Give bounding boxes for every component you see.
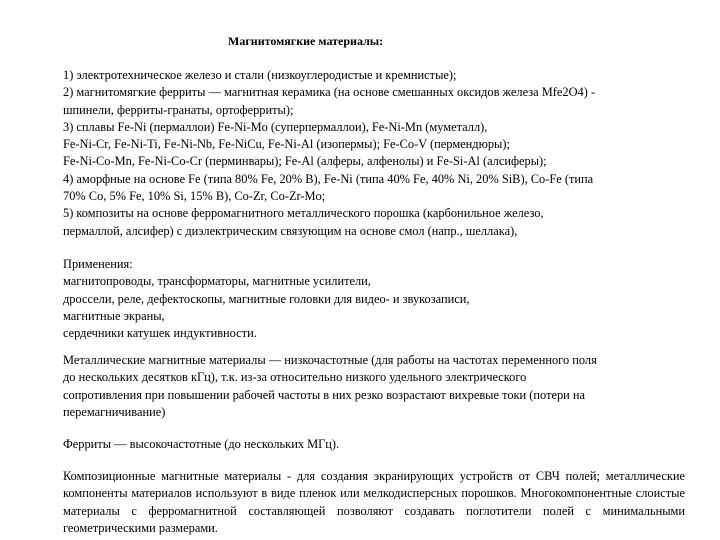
list-line: 2) магнитомягкие ферриты — магнитная керамика (на основе смешанных оксидов железа Mfe2O4) -	[63, 85, 596, 100]
paragraph-line: Ферриты — высокочастотные (до нескольких МГц).	[63, 437, 340, 451]
applications-line: сердечники катушек индуктивности.	[63, 326, 257, 341]
paragraph-text: Композиционные магнитные материалы - для создания экранирующих устройств от СВЧ полей; металлические компоненты материалов используют в виде пленок или мелкодисперсных порошков. Многокомпонентные слоистые материалы с ферромагнитной составляющей позволяют создавать поглотители полей с минимальными геометрическими размерами.	[63, 469, 685, 535]
list-line: 5) композиты на основе ферромагнитного металлического порошка (карбонильное железо,	[63, 206, 544, 221]
applications-section	[63, 256, 685, 342]
applications-heading: Применения:	[63, 257, 133, 271]
applications-line: магнитопроводы, трансформаторы, магнитные усилители,	[63, 274, 371, 289]
composites-paragraph	[63, 468, 685, 537]
applications-line: дроссели, реле, дефектоскопы, магнитные головки для видео- и звукозаписи,	[63, 291, 470, 306]
materials-list	[63, 67, 685, 240]
list-line: 70% Co, 5% Fe, 10% Si, 15% B), Co-Zr, Co-Zr-Mo;	[63, 189, 326, 204]
ferrites-paragraph	[63, 436, 685, 453]
metallic-materials-paragraph	[63, 352, 685, 421]
list-line: 1) электротехническое железо и стали (низкоуглеродистые и кремнистые);	[63, 68, 457, 82]
document-title: Магнитомягкие материалы:	[228, 34, 384, 48]
list-line: Fe-Ni-Co-Mn, Fe-Ni-Co-Cr (перминвары); Fe-Al (алферы, алфенолы) и Fe-Si-Al (алсиферы);	[63, 154, 547, 169]
list-line: шпинели, ферриты-гранаты, ортоферриты);	[63, 102, 294, 117]
paragraph-line: перемагничивание)	[63, 404, 166, 419]
list-line: пермаллой, алсифер) с диэлектрическим связующим на основе смол (напр., шеллака),	[63, 223, 518, 238]
paragraph-line: Металлические магнитные материалы — низкочастотные (для работы на частотах переменного поля	[63, 353, 597, 367]
paragraph-line: до нескольких десятков кГц), т.к. из-за относительно низкого удельного электрического	[63, 370, 527, 385]
list-line: 4) аморфные на основе Fe (типа 80% Fe, 20% B), Fe-Ni (типа 40% Fe, 40% Ni, 20% SiB), Co-Fe (типа	[63, 171, 594, 186]
list-line: Fe-Ni-Cr, Fe-Ni-Ti, Fe-Ni-Nb, Fe-NiCu, Fe-Ni-Al (изопермы); Fe-Co-V (пермендюры);	[63, 137, 510, 152]
paragraph-line: сопротивления при повышении рабочей частоты в них резко возрастают вихревые токи (потери на	[63, 387, 586, 402]
applications-line: магнитные экраны,	[63, 308, 165, 323]
list-line: 3) сплавы Fe-Ni (пермаллои) Fe-Ni-Mo (суперпермаллои), Fe-Ni-Mn (муметалл),	[63, 119, 488, 134]
